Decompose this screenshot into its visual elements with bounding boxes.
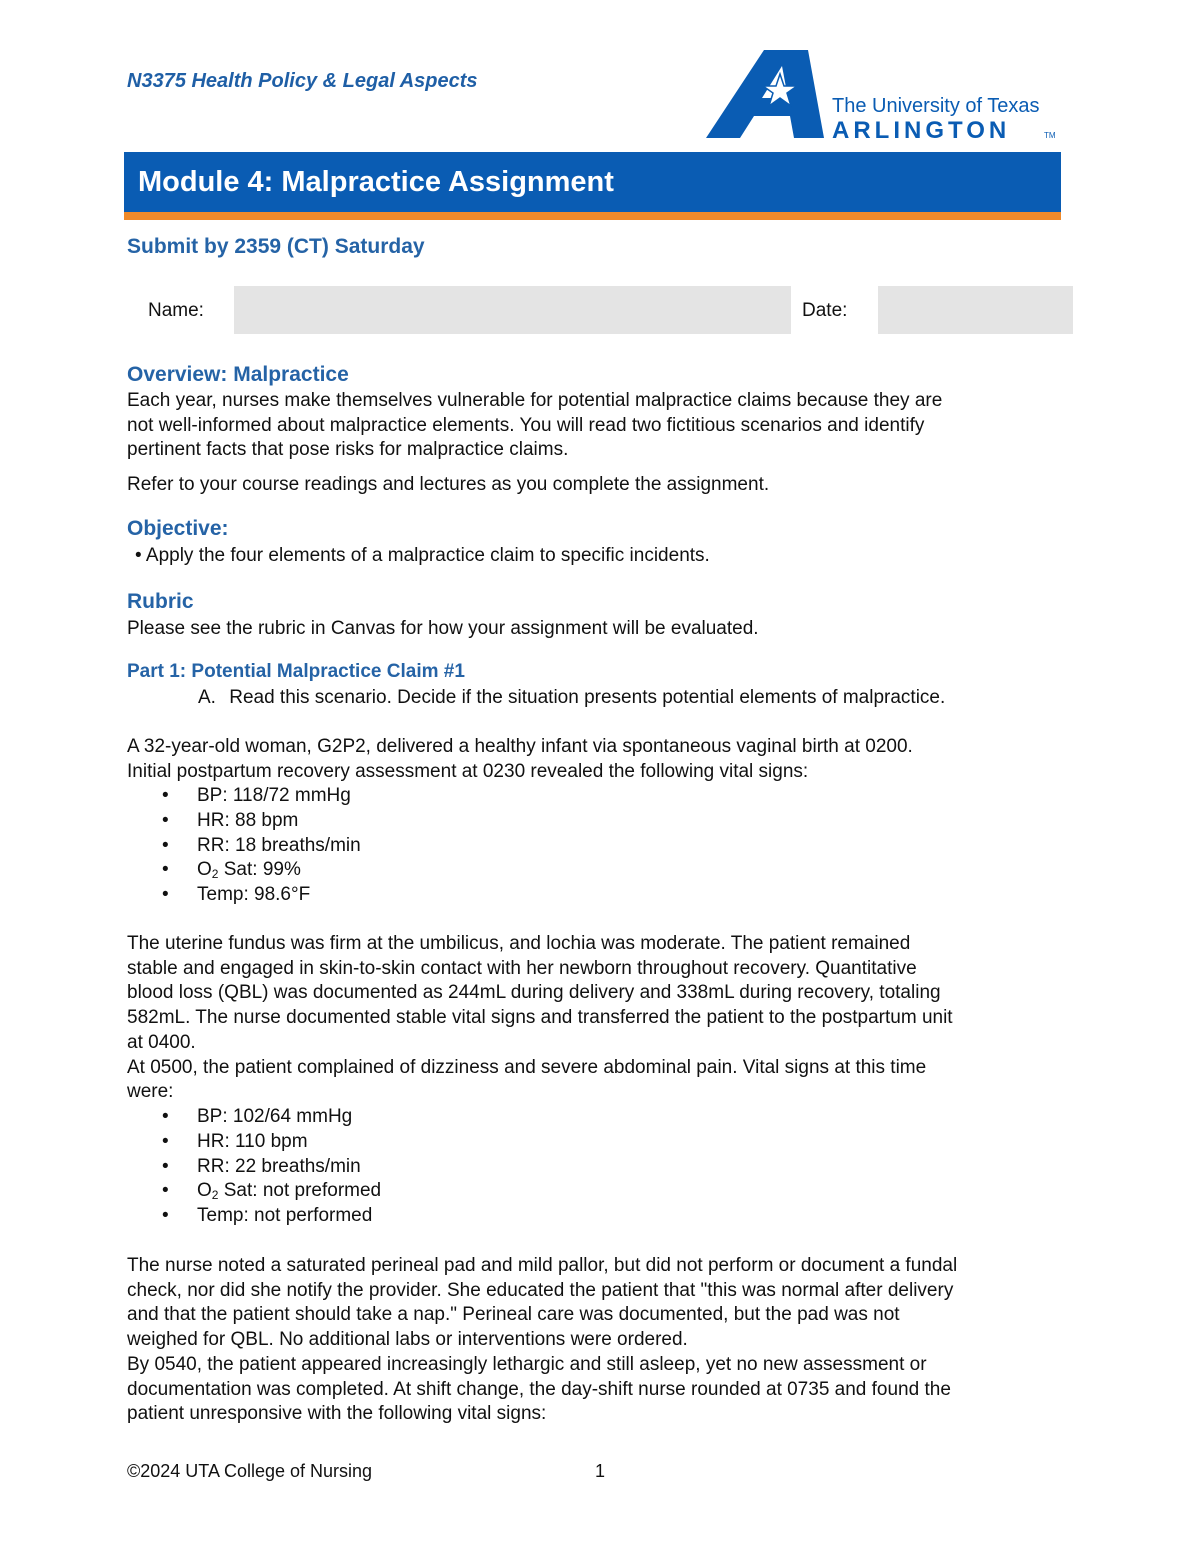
bullet: • [162, 1155, 169, 1177]
objective-heading: Objective: [127, 517, 229, 540]
name-field[interactable] [234, 286, 791, 334]
objective-text: Apply the four elements of a malpractice claim to specific incidents. [145, 545, 710, 566]
date-label: Date: [802, 300, 848, 321]
list-item [127, 834, 727, 859]
vitals-list-1 [127, 784, 727, 908]
overview-line: pertinent facts that pose risks for malpractice claims. [127, 439, 569, 461]
rubric-heading: Rubric [127, 590, 194, 613]
scenario-line: weighed for QBL. No additional labs or interventions were ordered. [127, 1329, 688, 1351]
page-number: 1 [595, 1461, 606, 1481]
list-item [127, 858, 727, 883]
date-field[interactable] [878, 286, 1073, 334]
bullet: • [162, 809, 169, 831]
list-item [127, 784, 727, 809]
bullet: • [162, 884, 169, 906]
rubric-text: Please see the rubric in Canvas for how your assignment will be evaluated. [127, 618, 759, 639]
vital-o2-sub: 2 [211, 1188, 219, 1203]
logo-text-top: The University of Texas [832, 95, 1040, 117]
list-item [127, 883, 727, 908]
scenario-line: stable and engaged in skin-to-skin contact with her newborn throughout recovery. Quantitative [127, 957, 917, 979]
list-item [127, 1179, 727, 1204]
vital-temp: Temp: not performed [197, 1205, 373, 1227]
overview-text [127, 389, 1087, 463]
list-item [127, 1105, 727, 1130]
vital-o2-prefix: O [197, 859, 212, 881]
name-label: Name: [148, 300, 204, 321]
scenario-line: By 0540, the patient appeared increasingly lethargic and still asleep, yet no new assessment or [127, 1353, 927, 1375]
scenario-line: check, nor did she notify the provider. She educated the patient that "this was normal after delivery [127, 1279, 954, 1301]
bullet: • [162, 1205, 169, 1227]
scenario-line: Initial postpartum recovery assessment at 0230 revealed the following vital signs: [127, 760, 809, 782]
logo-text-bottom: ARLINGTON [832, 117, 1011, 144]
bullet: • [162, 1106, 169, 1127]
bullet: • [162, 1130, 169, 1152]
page-title: Module 4: Malpractice Assignment [138, 166, 614, 198]
vital-bp: BP: 118/72 mmHg [197, 785, 351, 806]
title-banner-stripe [124, 212, 1061, 220]
scenario-line: at 0400. [127, 1031, 196, 1053]
overview-line: Each year, nurses make themselves vulnerable for potential malpractice claims because they are [127, 390, 943, 411]
scenario-intro [127, 735, 1087, 784]
bullet: • [162, 785, 169, 806]
vital-o2: Sat: 99% [218, 859, 301, 881]
scenario-line: documentation was completed. At shift change, the day-shift nurse rounded at 0735 and found the [127, 1378, 951, 1400]
uta-logo [706, 46, 1066, 146]
refer-text: Refer to your course readings and lectures as you complete the assignment. [127, 474, 770, 495]
scenario-line: were: [127, 1081, 174, 1103]
vital-o2-sub: 2 [211, 867, 219, 882]
scenario-line: At 0500, the patient complained of dizziness and severe abdominal pain. Vital signs at this time [127, 1056, 927, 1078]
vital-rr: RR: 22 breaths/min [197, 1155, 361, 1177]
vital-rr: RR: 18 breaths/min [197, 834, 361, 856]
scenario-line: patient unresponsive with the following vital signs: [127, 1403, 547, 1425]
bullet: • [162, 834, 169, 856]
vital-o2: Sat: not preformed [218, 1180, 382, 1202]
logo-tm: TM [1044, 131, 1056, 140]
scenario-line: The uterine fundus was firm at the umbilicus, and lochia was moderate. The patient remained [127, 933, 911, 954]
course-title: N3375 Health Policy & Legal Aspects [127, 70, 478, 92]
scenario-line: A 32-year-old woman, G2P2, delivered a healthy infant via spontaneous vaginal birth at 0200. [127, 736, 913, 757]
scenario-paragraph-3 [127, 1254, 1087, 1427]
part1-heading: Part 1: Potential Malpractice Claim #1 [127, 661, 465, 682]
list-item [127, 1155, 727, 1180]
scenario-line: The nurse noted a saturated perineal pad and mild pallor, but did not perform or document a fundal [127, 1255, 958, 1276]
bullet: • [162, 1180, 169, 1202]
instruction-letter: A. [198, 687, 216, 708]
scenario-line: and that the patient should take a nap." Perineal care was documented, but the pad was not [127, 1304, 900, 1326]
vital-hr: HR: 88 bpm [197, 809, 299, 831]
list-item [127, 809, 727, 834]
vital-o2-prefix: O [197, 1180, 212, 1202]
vitals-list-2 [127, 1105, 727, 1229]
vital-hr: HR: 110 bpm [197, 1130, 308, 1152]
overview-line: not well-informed about malpractice elements. You will read two fictitious scenarios and identify [127, 414, 925, 436]
scenario-line: 582mL. The nurse documented stable vital signs and transferred the patient to the postpartum unit [127, 1007, 953, 1029]
footer-copyright: ©2024 UTA College of Nursing [127, 1461, 373, 1481]
list-item [127, 1130, 727, 1155]
scenario-line: blood loss (QBL) was documented as 244mL during delivery and 338mL during recovery, totaling [127, 982, 941, 1004]
objective-item [135, 544, 1095, 569]
part1-instruction [198, 686, 1158, 711]
scenario-paragraph-2 [127, 932, 1087, 1105]
overview-heading: Overview: Malpractice [127, 363, 349, 386]
bullet: • [135, 545, 142, 566]
list-item [127, 1204, 727, 1229]
instruction-text: Read this scenario. Decide if the situation presents potential elements of malpractice. [229, 687, 946, 708]
submit-deadline: Submit by 2359 (CT) Saturday [127, 235, 425, 258]
vital-bp: BP: 102/64 mmHg [197, 1106, 353, 1127]
bullet: • [162, 859, 169, 881]
vital-temp: Temp: 98.6°F [197, 884, 311, 906]
